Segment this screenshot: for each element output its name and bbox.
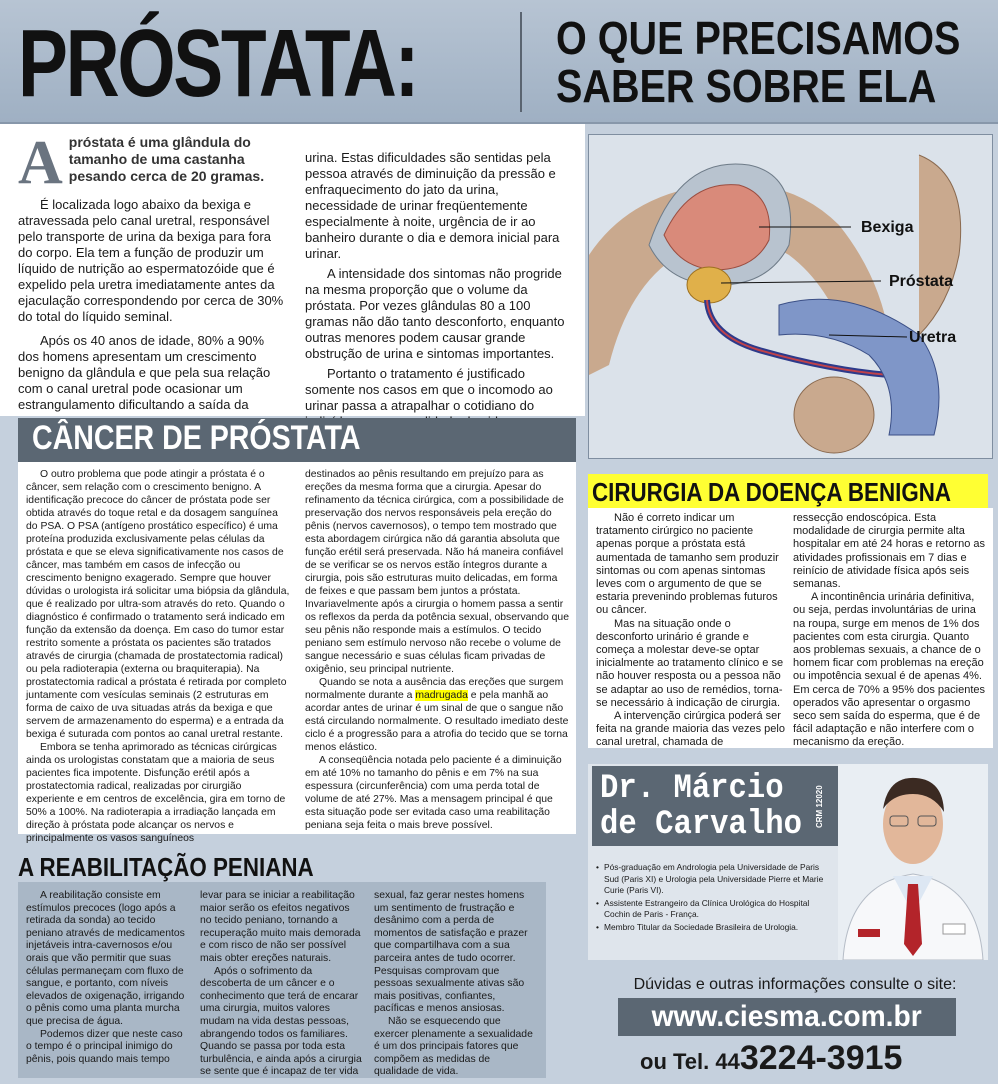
reab-column-2 [200, 890, 364, 1079]
website-link[interactable] [618, 998, 956, 1036]
lead-text: próstata é uma glândula do tamanho de uma castanha pesando cerca de 20 gramas. [68, 134, 265, 184]
credential-item: • Membro Titular da Sociedade Brasileira de Urologia. [596, 922, 836, 934]
doctor-name-box [592, 766, 838, 846]
page-title: PRÓSTATA: [18, 10, 418, 117]
reab-paragraph: sexual, faz gerar nestes homens um sentimento de frustração e desânimo com a perda de momentos de satisfação e prazer que compartilhava com a sua parceira antes de tudo ocorrer. Pesquisas comprovam que pessoas sexualmente ativas são mais positivas, confiantes, pacíficas e menos ansiosas. [374, 890, 528, 1015]
phone-main: 3224-3915 [739, 1039, 903, 1077]
reab-column-3 [374, 890, 538, 1079]
cancer-column-2 [305, 468, 570, 832]
cancer-paragraph: A conseqüência notada pelo paciente é a diminuição em até 10% no tamanho do pênis e em 7% na sua espessura (circunferência) com uma perda total de volume de até 27%. Mas a mensagem principal é que esta situação pode ser evitada caso uma reabilitação peniana seja feita o mais breve possível. [305, 755, 562, 831]
doctor-name-line-2: de Carvalho [600, 806, 802, 844]
cancer-paragraph-highlight [305, 676, 570, 754]
credential-item: • Assistente Estrangeiro da Clínica Urológica do Hospital Cochin de Paris - França. [596, 898, 836, 921]
cancer-heading [18, 418, 576, 462]
reab-heading [18, 852, 546, 882]
cancer-heading-text: CÂNCER DE PRÓSTATA [32, 419, 361, 457]
intro-paragraph: Portanto o tratamento é justificado somente nos casos em que o incomodo ao urinar passa a atrapalhar o cotidiano do [305, 366, 553, 413]
label-bexiga: Bexiga [861, 219, 914, 236]
label-uretra: Uretra [909, 329, 957, 346]
subtitle-line-1: O QUE PRECISAMOS [556, 12, 961, 64]
reab-column-1 [26, 890, 190, 1066]
intro-lead [18, 129, 288, 197]
benign-heading-text: CIRURGIA DA DOENÇA BENIGNA [592, 477, 952, 507]
reab-paragraph: levar para se iniciar a reabilitação maior serão os efeitos negativos no tecido peniano, tornando a recuperação muito mais demorada e com risco de não ser possível mais obter ereções naturais. [200, 890, 361, 964]
drop-cap: A [18, 129, 63, 197]
cancer-column-1 [26, 468, 291, 845]
reab-paragraph: A reabilitação consiste em estímulos precoces (logo após a retirada da sonda) ao tecido peniano através de medicamentos injetáveis intra-cavernosos e/ou orais que vão permitir que suas células permaneçam com fluxo de sangue, e portanto, com níveis elevados de oxigenação, irrigando o pênis como uma planta murcha que precisa de água. [26, 890, 185, 1027]
intro-column-1 [18, 129, 288, 413]
anatomy-drawing [589, 135, 993, 459]
doctor-portrait [838, 764, 988, 960]
benign-paragraph: ressecção endoscópica. Esta modalidade de cirurgia permite alta hospitalar em até 24 horas e retorno as atividades profissionais em 7 dias e reinício de atividade física após seis semanas. [793, 512, 986, 591]
benign-paragraph: Não é correto indicar um tratamento cirúrgico no paciente apenas porque a próstata está aumentada de tamanho sem produzir sintomas ou com apenas sintomas leves com o argumento de que se estaria prevenindo problemas futuros ou câncer. [596, 512, 779, 617]
reab-paragraph: Podemos dizer que neste caso o tempo é o principal inimigo do pênis, pois quando mais tempo [26, 1028, 183, 1065]
header-divider [520, 12, 522, 112]
cancer-paragraph: Embora se tenha aprimorado as técnicas cirúrgicas ainda os urologistas constatam que a maioria de seus pacientes fica impotente. Disfunção erétil após a prostatectomia radical, realizadas por cirurgião experiente e em centros de excelência, gira em torno de 50% a 100%. Na radioterapia a irradiação lançada em direção à próstata pode alcançar os nervos e principalmente os vasos sanguíneos [26, 742, 286, 844]
benign-paragraph: Mas na situação onde o desconforto urinário é grande e começa a molestar deve-se optar inicialmente ao tratamento clínico e se não houver resposta ou a pessoa não se adaptar ao uso de remédios, torna-se necessário à indicação de cirurgia. [596, 617, 784, 709]
highlighted-word: madrugada [415, 690, 468, 701]
intro-paragraph: É localizada logo abaixo da bexiga e atravessada pelo canal uretral, responsável pelo transporte de urina da bexiga para fora do corpo. Ela tem a função de produzir um líquido de nutrição ao espermatozóide que é expelido pela uretra imediatamente antes da ejaculação correspondendo por cerca de 30% do total do líquido seminal. [18, 197, 284, 324]
crm-number: CRM 12020 [815, 785, 824, 829]
intro-paragraph: A intensidade dos sintomas não progride na mesma proporção que o volume da próstata. Por vezes glândulas 80 a 100 gramas não dão tanto desconforto, enquanto outras menores podem causar grande obstrução de urina e sintomas importantes. [305, 266, 565, 361]
anatomy-illustration [588, 134, 993, 459]
intro-section [0, 124, 585, 416]
reab-section [18, 882, 546, 1078]
cancer-paragraph: O outro problema que pode atingir a próstata é o câncer, sem relação com o crescimento benigno. A identificação precoce do câncer de próstata pode ser obtida através do toque retal e da dosagem sanguínea do PSA. O PSA (antígeno prostático específico) é uma proteína produzida exclusivamente pelas células da próstata e que se eleva significativamente nos casos de câncer, mas também em casos de infecção ou crescimento benigno exagerado. Sempre que houver dúvidas o urologista irá solicitar uma biópsia da glândula, que é realizado por ultra-som através do reto. Quando o diagnóstico é confirmado o tratamento será indicado em função da extensão da doença. Em caso do tumor estar restrito somente a próstata os pacientes são tratados através de cirurgia (chamada de prostatectomia radical) ou pela radioterapia (externa ou braquiterapia). Na prostatectomia radical a próstata é retirada por completo juntamente com vesículas seminais (2 estruturas em forma de caixo de uva situadas atrás da bexiga e que servem de armazenamento do esperma) e a entrada da bexiga é suturada com pontos ao canal uretral restante. [26, 469, 290, 740]
reab-paragraph: Após o sofrimento da descoberta de um câncer e o conhecimento que terá de encarar uma cirurgia, muitos valores mudam na vida destas pessoas, abrangendo todos os familiares. Quando se passa por toda esta turbulência, e ainda após a cirurgia se sente que é incapaz de ter vida [200, 965, 362, 1078]
doctor-name-line-1: Dr. Márcio [600, 770, 784, 808]
intro-column-2 [305, 150, 575, 430]
website-text: www.ciesma.com.br [651, 1000, 923, 1033]
doctor-credentials [596, 862, 836, 934]
benign-heading [588, 474, 988, 510]
label-prostata: Próstata [889, 273, 954, 290]
reab-heading-text: A REABILITAÇÃO PENIANA [18, 852, 314, 882]
phone-number[interactable] [640, 1036, 960, 1084]
cancer-paragraph: destinados ao pênis resultando em prejuízo para as ereções da mesma forma que a cirurgia. Apesar do refinamento da técnica cirúrgica, com a possibilidade de preservação dos nervos responsáveis pela ereção do pênis (nervos cavernosos), o tempo tem mostrado que esta abordagem cirúrgica não dá garantia absoluta que função erétil será preservada. Não há maneira confiável de se verificar se os nervos estão íntegros durante a cirurgia, pois são estruturas muito delicadas, em forma de feixes e que passam bem juntos a próstata. Invariavelmente após a cirurgia o homem passa a sentir os reflexos da perda da potência sexual, observando que seu pênis não responde mais a estímulos. O tecido peniano sem estímulo nervoso não recebe o volume de sangue necessário e suas células ficam privadas de oxigênio, seu principal nutriente. [305, 469, 569, 675]
page-subtitle [556, 14, 960, 110]
credential-item: • Pós-graduação em Andrologia pela Universidade de Paris Sud (Paris XI) e Urologia pela Universidade Pierre et Marie Curie (Paris VI). [596, 862, 836, 897]
text-run: Quando se nota a ausência das ereções que surgem normalmente durante a [305, 677, 564, 701]
benign-paragraph: A incontinência urinária definitiva, ou seja, perdas involuntárias de urina na roupa, surge em menos de 1% dos pacientes com esta cirurgia. Quanto aos problemas sexuais, a chance de o homem ficar com problemas na ereção ou impotência sexual é de apenas 4%. Em cerca de 70% a 95% dos pacientes operados vão apresentar o orgasmo seco sem saída do esperma, que é de fácil adaptação e não interfere com o mecanismo da ereção. [793, 591, 986, 749]
contact-line: Dúvidas e outras informações consulte o site: [633, 976, 957, 993]
header-banner [0, 0, 998, 124]
cancer-section [18, 462, 576, 844]
reab-paragraph: Não se esquecendo que exercer plenamente a sexualidade é um dos principais fatores que compõem as medidas de qualidade de vida. [374, 1015, 533, 1078]
subtitle-line-2: SABER SOBRE ELA [556, 60, 937, 112]
benign-column-1 [596, 512, 786, 750]
intro-paragraph: urina. Estas dificuldades são sentidas pela pessoa através de diminuição da pressão e enfraquecimento do jato da urina, necessidade de urinar freqüentemente especialmente à noite, urgência de ir ao banheiro durante o dia e demora inicial para urinar. [305, 150, 560, 261]
benign-paragraph: A intervenção cirúrgica poderá ser feita na grande maioria das vezes pelo canal uretral, chamada de [596, 710, 785, 749]
doctor-photo [838, 764, 988, 960]
text-run: e pela manhã ao acordar antes de urinar é um sinal de que o sangue não está circulando normalmente. O resultado imediato deste ciclo é a progressão para a atrofia do tecido que se torna menos elástico. [305, 690, 569, 753]
benign-column-2 [793, 512, 985, 750]
phone-prefix: ou Tel. 44 [640, 1049, 740, 1074]
intro-paragraph: Após os 40 anos de idade, 80% a 90% dos homens apresentam um crescimento benigno da glândula e que pela sua relação com o canal uretral pode ocasionar um estrangulamento dificultando a saída da [18, 333, 271, 412]
benign-section [588, 508, 993, 748]
